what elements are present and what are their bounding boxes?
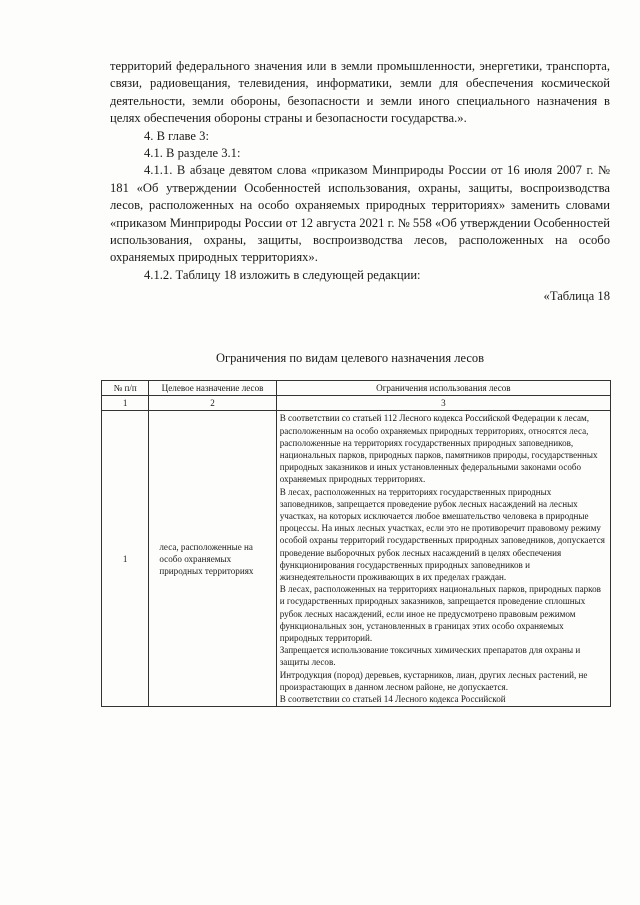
- column-number-2: 2: [149, 396, 276, 411]
- table-title: Ограничения по видам целевого назначения лесов: [215, 351, 485, 365]
- paragraph-land-categories: территорий федерального значения или в земли промышленности, энергетики, транспорта, связи, радиовещания, телевидения, информатики, земли для обеспечения космической деятельности, земли обороны, безопасности и земли иного специального назначения в целях обеспечения обороны страны и безопасности государства.».: [110, 59, 610, 126]
- row-number: 1: [102, 411, 149, 707]
- column-number-3: 3: [276, 396, 610, 411]
- restriction-paragraph: В лесах, расположенных на территориях национальных парков, природных парков и государственных природных заказников, запрещается проведение сплошных рубок лесных насаждений, если иное не предусмотрено правовым режимом функциональных зон, установленных в границах этих особо охраняемых природных территорий.: [279, 584, 601, 644]
- paragraph-4-1-1: 4.1.1. В абзаце девятом слова «приказом Минприроды России от 16 июля 2007 г. № 181 «Об утверждении Особенностей использования, охраны, защиты, воспроизводства лесов, расположенных на особо охраняемых природных территориях» заменить словами «приказом Минприроды России от 12 августа 2021 г. № 558 «Об утверждении Особенностей использования, охраны, защиты, воспроизводства лесов, расположенных на особо охраняемых природных территориях».: [110, 163, 610, 265]
- restriction-paragraph: Интродукция (пород) деревьев, кустарников, лиан, других лесных растений, не произрастающих в данном лесном районе, не допускается.: [279, 669, 588, 692]
- table-label: «Таблица 18: [543, 289, 610, 304]
- paragraph-chapter-3: 4. В главе 3:: [144, 128, 209, 143]
- restrictions-table: [101, 380, 611, 707]
- table-header-row: [102, 381, 611, 396]
- paragraph-4-1-2: 4.1.2. Таблицу 18 изложить в следующей редакции:: [144, 267, 421, 282]
- column-number-1: 1: [102, 396, 149, 411]
- restriction-paragraph: В лесах, расположенных на территориях государственных природных заповедников, запрещается проведение рубок лесных насаждений на лесных участках, на которых исключается любое вмешательство человека в природные процессы. На иных лесных участках, если это не противоречит правовому режиму особой охраны территорий государственных природных заповедников, допускается проведение выборочных рубок лесных насаждений в целях обеспечения функционирования государственных природных заповедников и жизнедеятельности проживающих в их пределах граждан.: [279, 486, 605, 583]
- row-restrictions: [276, 411, 610, 707]
- header-restrictions: Ограничения использования лесов: [276, 381, 610, 396]
- body-text: [110, 58, 610, 306]
- restriction-paragraph: В соответствии со статьей 14 Лесного кодекса Российской: [279, 694, 506, 705]
- paragraph-section-3-1: 4.1. В разделе 3.1:: [144, 146, 241, 161]
- header-purpose: Целевое назначение лесов: [149, 381, 276, 396]
- header-number: № п/п: [102, 381, 149, 396]
- table-row: [102, 411, 611, 707]
- restriction-paragraph: В соответствии со статьей 112 Лесного кодекса Российской Федерации к лесам, расположенным на особо охраняемых природных территориях, относятся леса, расположенные на территориях государственных природных заповедников, национальных парков, природных парков, памятников природы, государственных природных заказников и иных установленных федеральными законами особо охраняемых природных территориях.: [279, 413, 598, 485]
- row-purpose: леса, расположенные на особо охраняемых природных территориях: [149, 411, 276, 707]
- column-number-row: [102, 396, 611, 411]
- restriction-paragraph: Запрещается использование токсичных химических препаратов для охраны и защиты лесов.: [279, 645, 581, 668]
